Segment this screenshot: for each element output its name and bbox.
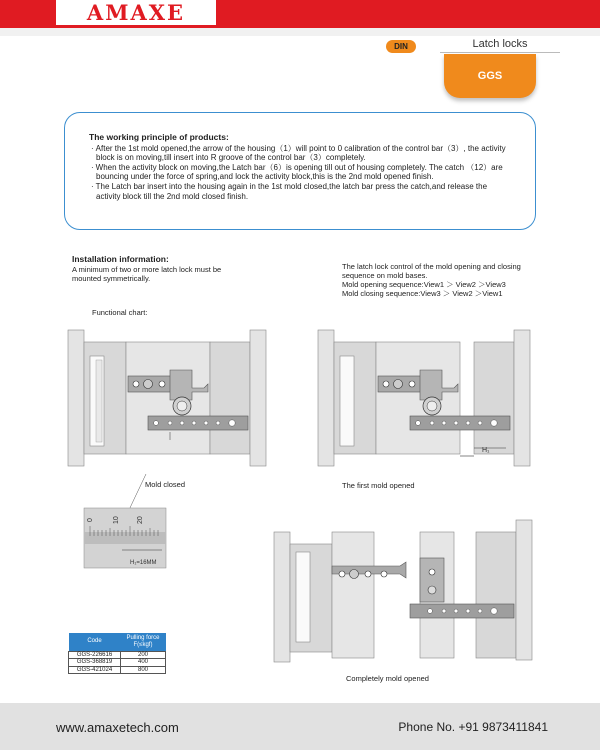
scale-note: H₁=16MM <box>130 560 157 566</box>
first-mold-opened-diagram <box>316 326 532 472</box>
principle-point: · When the activity block on moving,the Latch bar（6）is opening till out of housing completely. The catch （12）are bouncing under the force of spring,and lock the activity block,this is the 2nd mold opened finish. <box>89 163 511 182</box>
force-cell: 200 <box>121 651 166 659</box>
brand-logo <box>56 0 216 28</box>
brand-name: AMAXE <box>86 0 186 25</box>
din-badge: DIN <box>386 40 416 53</box>
principle-list <box>89 144 511 202</box>
website-link[interactable]: www.amaxetech.com <box>56 720 179 735</box>
code-column-header: Code <box>69 633 121 651</box>
first-mold-opened-caption: The first mold opened <box>342 481 415 490</box>
footer <box>0 703 600 750</box>
scale-zero: 0 <box>87 518 94 522</box>
code-cell: GGS-226616 <box>69 651 121 659</box>
force-cell: 400 <box>121 659 166 667</box>
phone-number: Phone No. +91 9873411841 <box>398 720 548 734</box>
force-header-line1: Pulling force <box>126 634 160 641</box>
table-header-row <box>69 633 166 651</box>
force-column-header <box>121 633 166 651</box>
completely-opened-diagram <box>272 518 534 668</box>
category-divider <box>440 52 560 53</box>
principle-point: · The Latch bar insert into the housing again in the 1st mold closed,the latch bar press the catch,and release the activity block till the 2nd mold closed finish. <box>89 182 511 201</box>
force-header-line2: F(≤kgf) <box>133 641 153 648</box>
tab-ggs: GGS <box>444 54 536 98</box>
table-row <box>69 651 166 659</box>
installation-title: Installation information: <box>72 254 169 264</box>
working-principle-box <box>64 112 536 230</box>
header-subbar <box>0 28 600 36</box>
completely-opened-caption: Completely mold opened <box>346 674 429 683</box>
scale-ten: 10 <box>113 516 120 524</box>
force-cell: 800 <box>121 666 166 674</box>
scale-twenty: 20 <box>137 516 144 524</box>
installation-text: A minimum of two or more latch lock must be mounted symmetrically. <box>72 265 222 283</box>
sequence-intro: The latch lock control of the mold opening and closing sequence on mold bases. <box>342 262 521 280</box>
principle-point: · After the 1st mold opened,the arrow of the housing（1）will point to 0 calibration of the control bar（3）, the activity block is on moving,till insert into R groove of the control bar（3）completely. <box>89 144 511 163</box>
functional-chart-label: Functional chart: <box>92 308 148 317</box>
code-cell: GGS-421024 <box>69 666 121 674</box>
table-row <box>69 666 166 674</box>
category-title: Latch locks <box>472 38 528 50</box>
mold-closed-caption: Mold closed <box>145 480 186 489</box>
sequence-info <box>342 262 542 298</box>
table-row <box>69 659 166 667</box>
mold-closed-diagram <box>66 326 270 472</box>
h1-label: H₁ <box>482 447 490 454</box>
opening-sequence: Mold opening sequence:View1 ＞ View2 ＞View3 <box>342 280 506 289</box>
scale-detail <box>84 508 168 570</box>
code-cell: GGS-368819 <box>69 659 121 667</box>
closing-sequence: Mold closing sequence:View3 ＞ View2 ＞View1 <box>342 289 503 298</box>
principle-title: The working principle of products: <box>89 132 229 142</box>
code-table <box>68 633 166 674</box>
